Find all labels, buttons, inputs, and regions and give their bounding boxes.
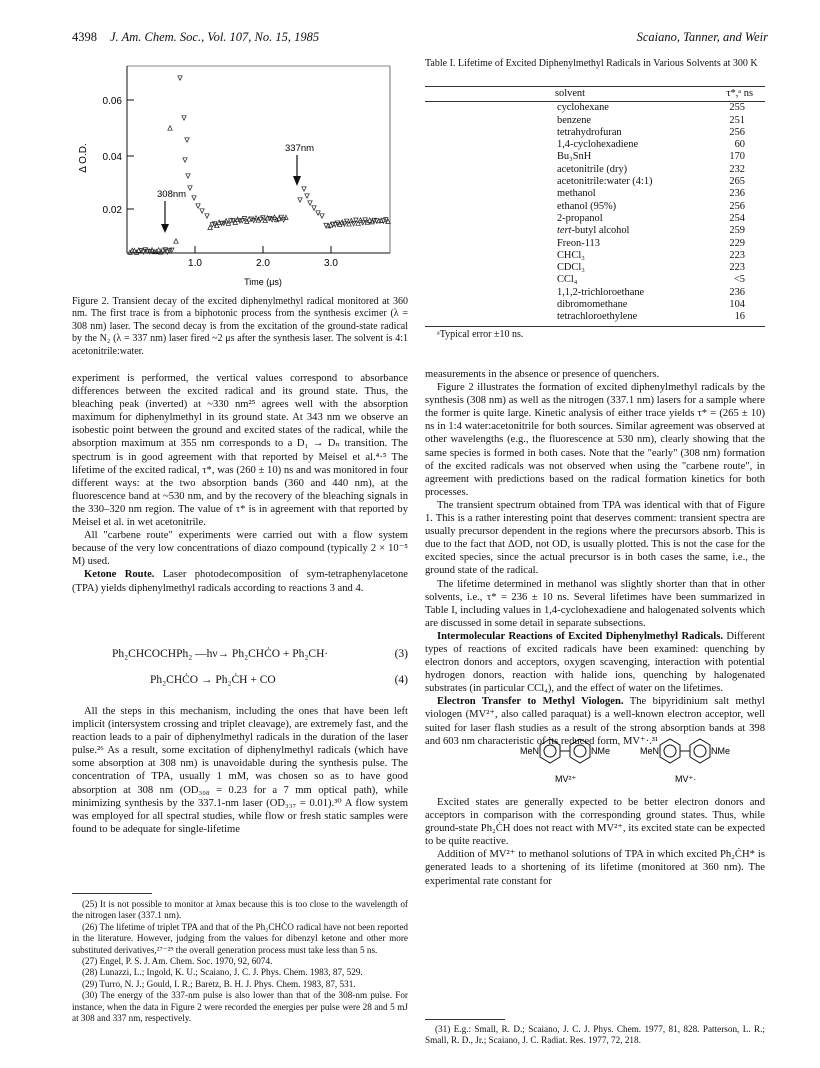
data-point bbox=[196, 204, 200, 208]
mv2-men: MeN bbox=[520, 746, 540, 756]
footnotes-left bbox=[72, 899, 408, 1024]
y-axis-label: Δ O.D. bbox=[78, 143, 89, 173]
table-1 bbox=[425, 88, 765, 341]
label-308nm: 308nm bbox=[157, 189, 187, 200]
tau-cell: 16 bbox=[734, 311, 745, 323]
mv2-label: MV²⁺ bbox=[555, 774, 577, 784]
table-row bbox=[425, 287, 765, 299]
solvent-cell: Freon-113 bbox=[557, 237, 600, 249]
data-point bbox=[312, 206, 316, 210]
footnote-29: (29) Turro, N. J.; Gould, I. R.; Baretz, B. H. J. Phys. Chem. 1983, 87, 531. bbox=[82, 978, 356, 989]
footnote-25: (25) It is not possible to monitor at λmax because this is too close to the wavelength of the nitrogen laser (337.1 nm). bbox=[72, 899, 408, 921]
data-point bbox=[168, 126, 172, 130]
solvent-cell: tetrachloroethylene bbox=[557, 311, 638, 323]
tau-cell: 259 bbox=[729, 225, 745, 237]
table-row bbox=[425, 274, 765, 286]
mv1-ring-2 bbox=[690, 739, 710, 763]
equation-3 bbox=[112, 648, 408, 660]
table-row bbox=[425, 299, 765, 311]
table-1-header-row bbox=[425, 88, 765, 100]
right-paragraph-3: The transient spectrum obtained from TPA was identical with that of Figure 1. This is a rather interesting point that deserves comment: transient spectra are usually precursor dependent in the regions where the precursors absorb. This is due to the fact that ΔOD, not OD, is usually plotted. This is not the case for the excited species, since the actual precursor is in both cases the same, i.e., the ground state of the radical. bbox=[425, 499, 765, 577]
table-row bbox=[425, 238, 765, 250]
table-1-body bbox=[425, 102, 765, 323]
table-1-top-rule bbox=[425, 86, 765, 87]
arrow-337-head bbox=[293, 176, 301, 186]
x-tick-label-3: 3.0 bbox=[324, 258, 338, 269]
ketone-route-heading: Ketone Route. bbox=[84, 569, 155, 581]
table-1-grid bbox=[425, 88, 765, 100]
solvent-cell: methanol bbox=[557, 188, 596, 200]
data-point bbox=[188, 186, 192, 190]
table-row bbox=[425, 127, 765, 139]
tau-cell: 256 bbox=[729, 200, 745, 212]
right-paragraph-7: Excited states are generally expected to be better electron donors and acceptors in comparison with the corresponding ground states. Thus, while ground-state Ph₂ĊH does not react with MV²⁺, its excited state can be expected to be quite reactive. bbox=[425, 797, 765, 848]
figure-2-caption-text: Figure 2. Transient decay of the excited diphenylmethyl radical monitored at 360 nm. The first trace is from a biphotonic process from the synthesis excimer (λ = 308 nm) laser. The second decay is from the excitation of the ground-state radical by the N₂ (λ = 337 nm) laser fired ~2 μs after the synthesis laser. The solvent is 4:1 acetonitrile:water. bbox=[72, 296, 408, 357]
data-point bbox=[305, 194, 309, 198]
equation-3-number: (3) bbox=[394, 648, 408, 660]
journal-citation: J. Am. Chem. Soc., Vol. 107, No. 15, 1985 bbox=[110, 30, 320, 44]
table-row bbox=[425, 188, 765, 200]
right-column-lower bbox=[425, 796, 765, 888]
table-row bbox=[425, 262, 765, 274]
solvent-cell: CHCl₃ bbox=[557, 249, 585, 261]
data-point bbox=[349, 218, 353, 222]
data-point bbox=[316, 211, 320, 215]
tau-cell: <5 bbox=[733, 274, 745, 286]
col-header-tau: τ*,ᵃ ns bbox=[726, 88, 753, 99]
footnote-30: (30) The energy of the 337-nm pulse is also lower than that of the 308-nm pulse. For instance, when the data in Figure 2 were recorded the energies per pulse were 28 and 5 mJ at 308 and 337 nm, respectively. bbox=[72, 990, 408, 1024]
mv-structures-drawing bbox=[500, 735, 760, 790]
data-point bbox=[178, 76, 182, 80]
mv1-nme: NMe bbox=[711, 746, 731, 756]
right-paragraph-1: measurements in the absence or presence of quenchers. bbox=[425, 369, 660, 380]
footnote-27: (27) Engel, P. S. J. Am. Chem. Soc. 1970, 92, 6074. bbox=[82, 956, 273, 967]
solvent-cell: 2-propanol bbox=[557, 212, 603, 224]
electron-transfer-heading: Electron Transfer to Methyl Viologen. bbox=[437, 696, 624, 708]
left-paragraph-4: All the steps in this mechanism, including the ones that have been left implicit (intersystem crossing and triplet cleavage), are extremely fast, and the reaction leads to a pair of diphenylmethyl radicals in the duration of the laser pulse.²⁶ As a result, some excitation of diphenylmethyl radicals (which have some absorption at 308 nm) is unavoidable during the synthesis pulse. The concentration of TPA, usually 1 mM, was chosen so as to have good absorption at 308 nm (OD₃₀₈ = 0.23 for a 7 mm optical path), while minimizing synthesis by the 337.1-nm laser (OD₃₃₇ = 0.01).³⁰ A flow system was employed for all spectral studies, while flow or fresh static samples were found to be adequate for single-lifetime bbox=[72, 706, 408, 835]
tau-cell: 254 bbox=[729, 212, 745, 224]
left-paragraph-2: All "carbene route" experiments were carried out with a flow system because of the very low concentrations of diazo compound (typically 2 × 10⁻⁵ M) used. bbox=[72, 530, 408, 568]
right-paragraph-6: The bipyridinium salt methyl viologen (MV²⁺, also called paraquat) is a well-known electron acceptor, well suited for laser flash studies as a result of the strong absorption bands at 398 and 603 nm characteristic of its reduced form, MV⁺·.³¹ bbox=[425, 696, 765, 747]
solvent-cell: tetrahydrofuran bbox=[557, 126, 622, 138]
mv2-ring-2 bbox=[570, 739, 590, 763]
mv1-ring-1 bbox=[660, 739, 680, 763]
solvent-cell: tert-butyl alcohol bbox=[557, 225, 630, 237]
data-point bbox=[298, 198, 302, 202]
mv2-nme: NMe bbox=[591, 746, 611, 756]
table-row bbox=[425, 176, 765, 188]
solvent-cell: CCl₄ bbox=[557, 274, 578, 286]
table-row bbox=[425, 250, 765, 262]
equation-4-text: Ph₂CHĊO → Ph₂ĊH + CO bbox=[150, 674, 276, 686]
right-column bbox=[425, 368, 765, 748]
figure-2-caption bbox=[72, 296, 408, 358]
footnote-28: (28) Lunazzi, L.; Ingold, K. U.; Scaiano, J. C. J. Phys. Chem. 1983, 87, 529. bbox=[82, 967, 363, 978]
table-row bbox=[425, 311, 765, 323]
running-authors: Scaiano, Tanner, and Weir bbox=[636, 30, 768, 44]
mv1-ring-1-aromatic bbox=[664, 745, 676, 757]
table-1-title-text: Table I. Lifetime of Excited Diphenylmethyl Radicals in Various Solvents at 300 K bbox=[425, 58, 758, 69]
left-paragraph-1: experiment is performed, the vertical values correspond to absorbance differences between the excited radical and its ground state. Thus, the bleaching peak (inverted) at ~330 nm²⁵ agrees well with the absorption maximum for diphenylmethyl in its ground state. At 343 nm we observe an isobestic point between the ground and excited states of the radical, while the absorption maximum at 355 nm corresponds to a D₁ → Dₙ transition. The spectrum is in good agreement with that reported by Meisel et al.⁴·⁵ The lifetime of the excited radical, τ*, was (260 ± 10) ns and was monitored in four different ways: at the two absorption bands (360 and 440 nm), at the fluorescence band at ~530 nm, and by the recovery of the bleaching signals in the 330–320 nm region. The value of τ* is in agreement with that reported by Meisel et al. in wet acetonitrile. bbox=[72, 373, 408, 529]
equation-4 bbox=[150, 674, 408, 686]
data-point bbox=[308, 201, 312, 205]
y-tick-label-004: 0.04 bbox=[102, 152, 122, 163]
data-point bbox=[186, 174, 190, 178]
mv2-ring-1-aromatic bbox=[544, 745, 556, 757]
arrow-308-head bbox=[161, 224, 169, 233]
data-point bbox=[284, 215, 288, 219]
mv-structures bbox=[500, 735, 760, 790]
solvent-cell: Bu₃SnH bbox=[557, 151, 592, 163]
mv1-label: MV⁺· bbox=[675, 774, 697, 784]
data-point bbox=[205, 214, 209, 218]
tau-cell: 236 bbox=[729, 188, 745, 200]
mv2-ring-2-aromatic bbox=[574, 745, 586, 757]
data-point bbox=[192, 196, 196, 200]
tau-cell: 236 bbox=[729, 286, 745, 298]
table-1-title bbox=[425, 58, 765, 70]
data-point bbox=[185, 138, 189, 142]
footnotes-right bbox=[425, 1024, 765, 1047]
solvent-cell: acetonitrile (dry) bbox=[557, 163, 628, 175]
x-tick-label-2: 2.0 bbox=[256, 258, 270, 269]
table-1-bottom-rule bbox=[425, 326, 765, 327]
tau-cell: 170 bbox=[729, 151, 745, 163]
mv2-ring-1 bbox=[540, 739, 560, 763]
solvent-cell: acetonitrile:water (4:1) bbox=[557, 176, 653, 188]
data-point bbox=[183, 158, 187, 162]
data-point bbox=[351, 221, 355, 225]
footnote-rule-left bbox=[72, 893, 152, 894]
data-point bbox=[200, 209, 204, 213]
x-tick-label-1: 1.0 bbox=[188, 258, 202, 269]
table-row bbox=[425, 201, 765, 213]
left-column bbox=[72, 372, 408, 595]
footnote-rule-right bbox=[425, 1019, 505, 1020]
left-paragraph-3: Laser photodecomposition of sym-tetraphenylacetone (TPA) yields diphenylmethyl radicals according to reactions 3 and 4. bbox=[72, 569, 408, 594]
tau-cell: 223 bbox=[729, 249, 745, 261]
data-point bbox=[302, 187, 306, 191]
table-row bbox=[425, 139, 765, 151]
table-row bbox=[425, 151, 765, 163]
table-row bbox=[425, 164, 765, 176]
solvent-cell: cyclohexane bbox=[557, 102, 609, 114]
tau-cell: 265 bbox=[729, 176, 745, 188]
y-tick-label-006: 0.06 bbox=[102, 96, 122, 107]
right-paragraph-2: Figure 2 illustrates the formation of excited diphenylmethyl radicals by the synthesis (308 nm) as well as the nitrogen (337.1 nm) lasers for a sample where the former is quite large. Kinetic analysis of either trace yields τ* = (265 ± 10) ns in 1:4 water:acetonitrile for both sources. Similar agreement was observed at other wavelengths (e.g., the fluorescence at 530 nm), clearly showing that the same species is formed in both cases. Note that the "early" (308 nm) formation of the excited radicals was not observed when using the "carbene route", in agreement with predictions based on the radical formation kinetics for both processes. bbox=[425, 382, 765, 498]
mv1-ring-2-aromatic bbox=[694, 745, 706, 757]
table-1-footnote: ᵃTypical error ±10 ns. bbox=[437, 328, 524, 340]
figure-2 bbox=[72, 58, 408, 294]
mv1-men: MeN bbox=[640, 746, 660, 756]
table-row bbox=[425, 225, 765, 237]
y-tick-label-002: 0.02 bbox=[102, 205, 122, 216]
data-point bbox=[182, 116, 186, 120]
col-header-solvent: solvent bbox=[555, 88, 586, 99]
solvent-cell: 1,4-cyclohexadiene bbox=[557, 139, 639, 151]
footnote-31: (31) E.g.: Small, R. D.; Scaiano, J. C. J. Phys. Chem. 1977, 81, 828. Patterson, L. R.; Small, R. D., Jr.; Scaiano, J. C. Radiat. Res. 1977, 72, 218. bbox=[425, 1024, 765, 1046]
data-point bbox=[252, 218, 256, 222]
intermolecular-heading: Intermolecular Reactions of Excited Diphenylmethyl Radicals. bbox=[437, 630, 723, 642]
tau-cell: 60 bbox=[734, 139, 745, 151]
right-paragraph-4: The lifetime determined in methanol was slightly shorter than that in other solvents, i.e., τ* = 236 ± 10 ns. Several lifetimes have been summarized in Table I, including values in 1,4-cyclohexadiene and halogenated solvents which are discussed in some detail in separate subsections. bbox=[425, 578, 765, 629]
equation-3-text: Ph₂CHCOCHPh₂ —hν→ Ph₂CHĊO + Ph₂CH· bbox=[112, 648, 329, 660]
data-point bbox=[281, 218, 285, 222]
solvent-cell: 1,1,2-trichloroethane bbox=[557, 286, 645, 298]
right-paragraph-5: Different types of reactions of excited radicals have been examined: quenching by electron donors and acceptors, oxygen scavenging, interaction with potential hydrogen donors, reaction with halide ions, quenching by halogenated substrates (in particular CCl₄), and the effect of water on the lifetimes. bbox=[425, 630, 766, 695]
solvent-cell: dibromomethane bbox=[557, 299, 628, 311]
table-row bbox=[425, 115, 765, 127]
tau-cell: 251 bbox=[729, 114, 745, 126]
left-column-lower bbox=[72, 705, 408, 836]
tau-cell: 256 bbox=[729, 126, 745, 138]
tau-cell: 229 bbox=[729, 237, 745, 249]
solvent-cell: benzene bbox=[557, 114, 592, 126]
footnote-26: (26) The lifetime of triplet TPA and that of the Ph₂CHĊO radical have not been reported in the literature. However, judging from the values for dibenzyl ketone and other more substituted derivatives,²⁷⁻²⁹ the overall generation process must take less than 5 ns. bbox=[72, 921, 408, 955]
data-point bbox=[320, 214, 324, 218]
tau-cell: 255 bbox=[729, 102, 745, 114]
equation-4-number: (4) bbox=[394, 674, 408, 686]
page-number: 4398 bbox=[72, 30, 97, 44]
solvent-cell: ethanol (95%) bbox=[557, 200, 617, 212]
data-point bbox=[174, 239, 178, 243]
x-axis-label: Time (μs) bbox=[244, 277, 282, 287]
figure-2-plot bbox=[72, 58, 408, 294]
tau-cell: 223 bbox=[729, 262, 745, 274]
tau-cell: 232 bbox=[729, 163, 745, 175]
table-row bbox=[425, 102, 765, 114]
data-point bbox=[358, 218, 362, 222]
label-337nm: 337nm bbox=[285, 143, 315, 154]
tau-cell: 104 bbox=[729, 299, 745, 311]
table-row bbox=[425, 213, 765, 225]
right-paragraph-8: Addition of MV²⁺ to methanol solutions of TPA in which excited Ph₂ĊH* is generated leads to a shortening of its lifetime (monitored at 360 nm). The experimental rate constant for bbox=[425, 849, 765, 887]
solvent-cell: CDCl₃ bbox=[557, 262, 585, 274]
